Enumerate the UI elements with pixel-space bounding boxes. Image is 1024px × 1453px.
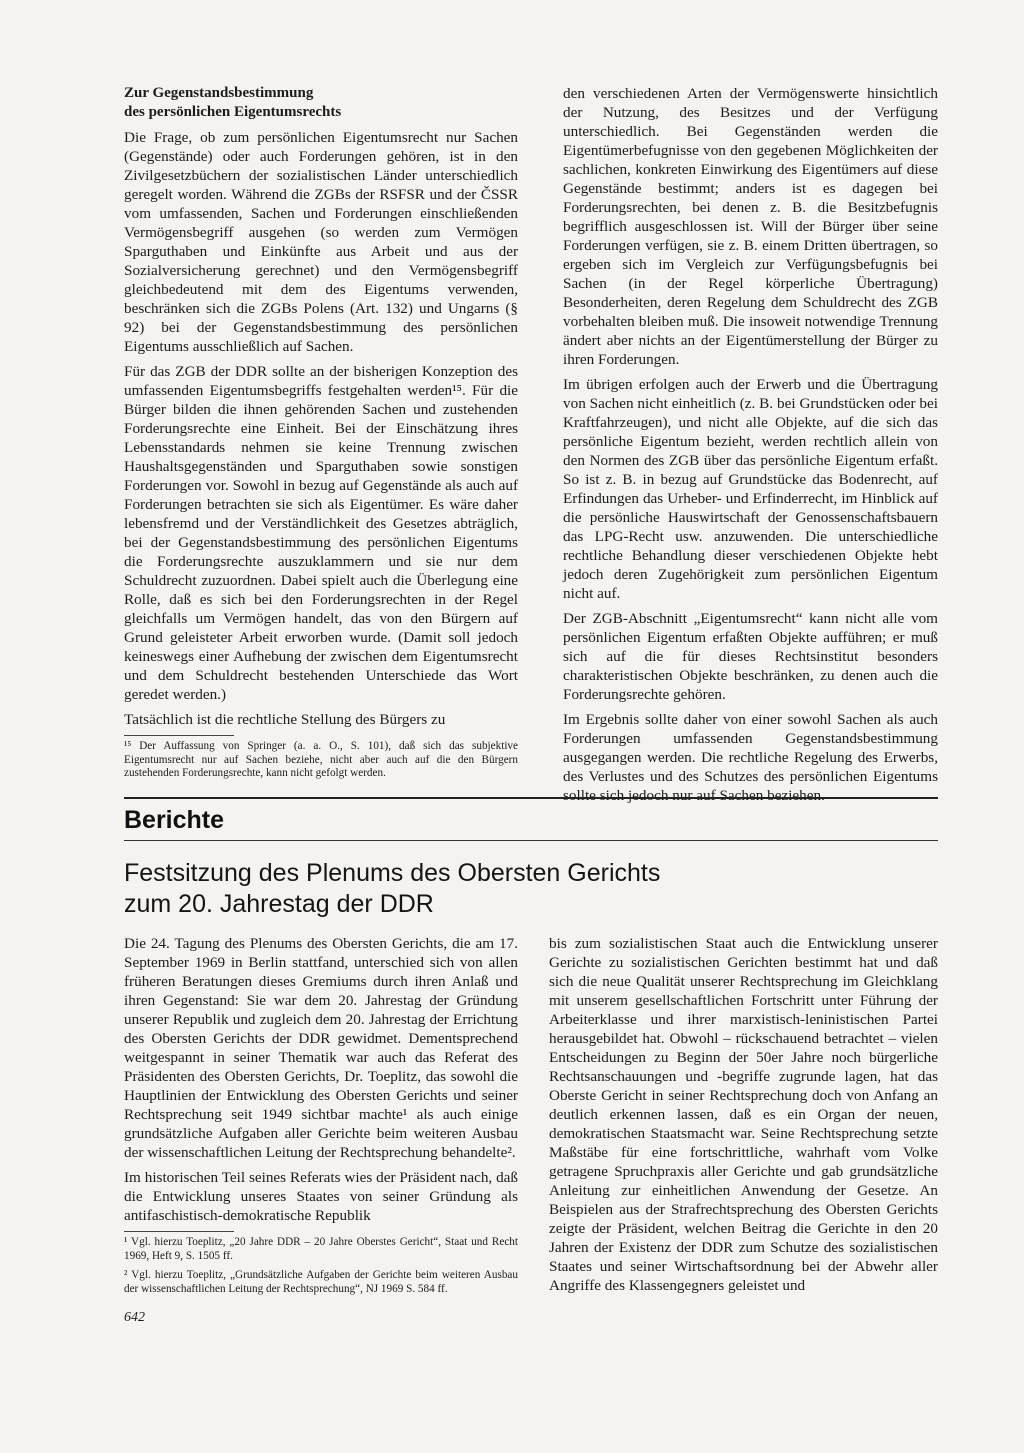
column-top-right: [563, 84, 938, 811]
section-heading-line-1: Zur Gegenstandsbestimmung: [124, 85, 314, 101]
footnote-2: ² Vgl. hierzu Toeplitz, „Grundsätzliche Aufgaben der Gerichte beim weiteren Ausbau der wissenschaftlichen Leitung der Rechtsprechung“, NJ 1969 S. 584 ff.: [124, 1269, 518, 1295]
column-bottom-right: [549, 934, 938, 1301]
footnote-1: ¹ Vgl. hierzu Toeplitz, „20 Jahre DDR – 20 Jahre Oberstes Gericht“, Staat und Recht 1969, Heft 9, S. 1505 ff.: [124, 1236, 518, 1262]
paragraph: Für das ZGB der DDR sollte an der bisherigen Konzeption des umfassenden Eigentumsbegriffs festgehalten werden¹⁵. Für die Bürger bilden die ihnen gehörenden Sachen und zustehenden Forderungsrechte eine Einheit. Bei der Einschätzung ihres Lebensstandards nehmen sie keine Trennung zwischen Haushaltsgegenständen und Sparguthaben sowie sonstigen Forderungen vor. Sowohl in bezug auf Gegenstände als auch auf Forderungen betrachten sie sich als Eigentümer. Es wäre daher lebensfremd und der Verständlichkeit des Gesetzes abträglich, bei der Gegenstandsbestimmung des persönlichen Eigentums die Forderungsrechte auszuklammern und sie nur dem Schuldrecht zuzuordnen. Dabei spielt auch die Überlegung eine Rolle, daß es sich bei den Forderungsrechten in der Regel gleichfalls um Vermögen handelt, das von den Bürgern auf Grund geleisteter Arbeit erworben wurde. (Damit soll jedoch keineswegs einer Aufhebung der zwischen dem Eigentumsrecht und dem Schuldrecht bestehenden Unterschiede das Wort geredet werden.): [124, 363, 518, 703]
section-divider: [124, 797, 938, 799]
column-bottom-left: [124, 934, 518, 1302]
column-top-left: [124, 84, 518, 787]
paragraph: Tatsächlich ist die rechtliche Stellung des Bürgers zu: [124, 711, 446, 728]
paragraph: Im historischen Teil seines Referats wies der Präsident nach, daß die Entwicklung unseres Staates von seiner Gründung als antifaschistisch-demokratische Republik: [124, 1169, 518, 1224]
paragraph: Die 24. Tagung des Plenums des Obersten Gerichts, die am 17. September 1969 in Berlin stattfand, unterschied sich von allen früheren Beratungen dieses Gremiums durch ihren Anlaß und ihren Gegenstand: Sie war dem 20. Jahrestag der Gründung unserer Republik und zugleich dem 20. Jahrestag der Errichtung des Obersten Gerichts der DDR gewidmet. Dementsprechend weitgespannt in seiner Thematik war auch das Referat des Präsidenten des Obersten Gerichts, Dr. Toeplitz, das sowohl die Hauptlinien der Entwicklung des Obersten Gerichts und seiner Rechtsprechung seit 1949 sichtbar machte¹ als auch einige grundsätzliche Aufgaben aller Gerichte beim weiteren Ausbau der wissenschaftlichen Leitung der Rechtsprechung behandelte².: [124, 935, 518, 1161]
article-title: [124, 858, 684, 920]
article-title-line-1: Festsitzung des Plenums des Obersten Gerichts: [124, 859, 661, 887]
page-number: 642: [124, 1310, 145, 1325]
section-heading-line-2: des persönlichen Eigentumsrechts: [124, 104, 342, 120]
footnote-15: ¹⁵ Der Auffassung von Springer (a. a. O., S. 101), daß sich das subjektive Eigentumsrecht nur auf Sachen beziehe, nicht aber auch auf die den Bürgern zustehenden Forderungsrechte, kann nicht gefolgt werden.: [124, 740, 518, 779]
footnote-divider: [124, 735, 234, 736]
footnote-divider: [124, 1231, 234, 1232]
paragraph: Die Frage, ob zum persönlichen Eigentumsrecht nur Sachen (Gegenstände) oder auch Forderungen gehören, ist in den Zivilgesetzbüchern der sozialistischen Länder unterschiedlich geregelt worden. Während die ZGBs der RSFSR und der ČSSR vom umfassenden, Sachen und Forderungen einschließenden Vermögensbegriff ausgehen (so werden zum Vermögen Sparguthaben und Einkünfte aus Arbeit und aus der Sozialversicherung gerechnet) und den Vermögensbegriff gleichbedeutend mit dem des Eigentums verwenden, beschränken sich die ZGBs Polens (Art. 132) und Ungarns (§ 92) bei der Gegenstandsbestimmung des persönlichen Eigentums ausschließlich auf Sachen.: [124, 129, 518, 355]
article-title-line-2: zum 20. Jahrestag der DDR: [124, 890, 434, 918]
paragraph: Im übrigen erfolgen auch der Erwerb und die Übertragung von Sachen nicht einheitlich (z. B. bei Grundstücken oder bei Kraftfahrzeugen), und nicht alle Objekte, auf die sich das persönliche Eigentum bezieht, werden rechtlich allein von den Normen des ZGB über das persönliche Eigentum erfaßt. So ist z. B. in bezug auf Grundstücke das Bodenrecht, auf Erfindungen das Urheber- und Erfinderrecht, im Hinblick auf die persönliche Hauswirtschaft der Genossenschaftsbauern das LPG-Recht usw. anzuwenden. Die unterschiedliche rechtliche Behandlung dieser verschiedenen Objekte hebt jedoch deren Zugehörigkeit zum persönlichen Eigentum nicht auf.: [563, 376, 938, 602]
section-heading: [124, 84, 518, 122]
rubric-underline: [124, 840, 938, 841]
paragraph: Der ZGB-Abschnitt „Eigentumsrecht“ kann nicht alle vom persönlichen Eigentum erfaßten Objekte aufführen; er muß sich auf die für dieses Rechtsinstitut besonders charakteristischen Objekte beschränken, zu denen auch die Forderungsrechte gehören.: [563, 610, 938, 703]
paragraph: bis zum sozialistischen Staat auch die Entwicklung unserer Gerichte zu sozialistischen Gerichten bestimmt hat und daß sich die neue Qualität unserer Rechtsprechung im Gleichklang mit unserem gesellschaftlichen Fortschritt unter Führung der Arbeiterklasse und ihrer marxistisch-leninistischen Partei herausgebildet hat. Obwohl – rückschauend betrachtet – vielen Entscheidungen zu Beginn der 50er Jahre noch bürgerliche Rechtsanschauungen und -begriffe zugrunde lagen, hat das Oberste Gericht in seiner Rechtsprechung doch von Anfang an deutlich erkennen lassen, daß es ein Organ der neuen, demokratischen Staatsmacht war. Seine Rechtsprechung setzte Maßstäbe für eine fortschrittliche, wahrhaft vom Volke getragene Spruchpraxis aller Gerichte und gab grundsätzliche Anleitung zur einheitlichen Anwendung der Gesetze. An Beispielen aus der Strafrechtsprechung des Obersten Gerichts zeigte der Präsident, welchen Beitrag die Gerichte in den 20 Jahren der Existenz der DDR zum Schutze des sozialistischen Staates und seiner Wirtschaftsordnung bei der Abwehr aller Angriffe des Klassengegners geleistet und: [549, 935, 938, 1294]
paragraph: Im Ergebnis sollte daher von einer sowohl Sachen als auch Forderungen umfassenden Gegenstandsbestimmung ausgegangen werden. Die rechtliche Regelung des Erwerbs, des Verlustes und des Schutzes des persönlichen Eigentums sollte sich jedoch nur auf Sachen beziehen.: [563, 711, 938, 804]
paragraph: den verschiedenen Arten der Vermögenswerte hinsichtlich der Nutzung, des Besitzes und der Verfügung unterschiedlich. Bei Gegenständen werden die Eigentümerbefugnisse von den gegebenen Möglichkeiten der sachlichen, konkreten Einwirkung des Eigentümers auf diese Gegenstände bestimmt; anders ist es dagegen bei Forderungsrechten, bei denen z. B. die Besitzbefugnis begrifflich ausgeschlossen ist. Will der Bürger über seine Forderungen verfügen, sie z. B. einem Dritten übertragen, so ergeben sich im Vergleich zur Verfügungsbefugnis bei Sachen (in der Regel körperliche Übertragung) Besonderheiten, deren Regelung dem Schuldrecht des ZGB vorbehalten bleiben muß. Die insoweit notwendige Trennung ändert aber nichts an der Eigentümerstellung der Bürger zu ihren Forderungen.: [563, 85, 938, 368]
rubric-heading: Berichte: [124, 806, 225, 834]
